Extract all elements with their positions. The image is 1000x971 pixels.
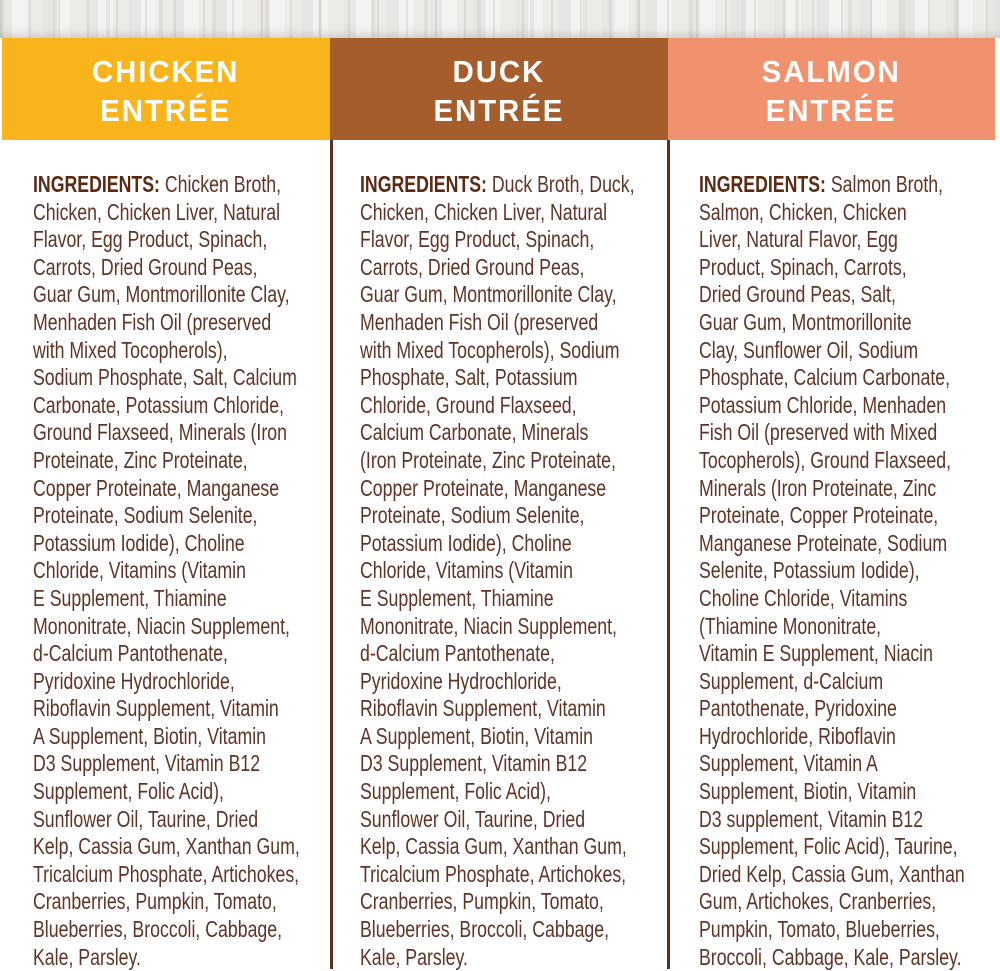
ingredients-line: Choline Chloride, Vitamins <box>699 584 908 611</box>
ingredients-line: with Mixed Tocopherols), <box>33 336 228 363</box>
ingredients-line: Kale, Parsley. <box>360 943 468 970</box>
header-title-chicken <box>92 52 239 130</box>
ingredients-line: Supplement, Vitamin A <box>699 750 878 777</box>
ingredients-line: Kelp, Cassia Gum, Xanthan Gum, <box>33 833 300 860</box>
header-title-duck <box>434 52 565 130</box>
ingredients-line: Potassium Iodide), Choline <box>360 529 572 556</box>
ingredients-line: Flavor, Egg Product, Spinach, <box>360 226 595 253</box>
ingredients-line: Chloride, Vitamins (Vitamin <box>360 557 573 584</box>
ingredients-label: INGREDIENTS: <box>699 171 826 197</box>
ingredients-label: INGREDIENTS: <box>360 171 487 197</box>
ingredients-line: with Mixed Tocopherols), Sodium <box>360 336 620 363</box>
ingredients-line: Sunflower Oil, Taurine, Dried <box>33 805 259 832</box>
header-salmon-entree <box>668 38 995 140</box>
ingredients-line: Blueberries, Broccoli, Cabbage, <box>33 916 283 943</box>
ingredients-line: Mononitrate, Niacin Supplement, <box>33 612 290 639</box>
ingredients-line: (Thiamine Mononitrate, <box>699 612 882 639</box>
ingredients-line: Dried Kelp, Cassia Gum, Xanthan <box>699 860 965 887</box>
header-title-line2: ENTRÉE <box>100 92 232 128</box>
ingredients-salmon <box>699 171 1000 971</box>
ingredients-line: Liver, Natural Flavor, Egg <box>699 226 898 253</box>
ingredients-line: Carrots, Dried Ground Peas, <box>33 253 258 280</box>
ingredients-line: E Supplement, Thiamine <box>360 584 554 611</box>
header-title-line1: CHICKEN <box>92 53 240 89</box>
ingredients-line: Tocopherols), Ground Flaxseed, <box>699 446 952 473</box>
ingredients-lines <box>360 199 668 971</box>
ingredients-line: Riboflavin Supplement, Vitamin <box>33 695 279 722</box>
ingredients-line: Gum, Artichokes, Cranberries, <box>699 888 937 915</box>
ingredients-line: Proteinate, Sodium Selenite, <box>33 502 258 529</box>
ingredients-line: Sodium Phosphate, Salt, Calcium <box>33 364 297 391</box>
ingredients-line: Flavor, Egg Product, Spinach, <box>33 226 268 253</box>
ingredients-line: Dried Ground Peas, Salt, <box>699 281 896 308</box>
ingredients-line: Ground Flaxseed, Minerals (Iron <box>33 419 287 446</box>
ingredients-line: Calcium Carbonate, Minerals <box>360 419 589 446</box>
header-title-line1: SALMON <box>761 53 901 89</box>
ingredients-line: Kelp, Cassia Gum, Xanthan Gum, <box>360 833 627 860</box>
ingredients-line: Pyridoxine Hydrochloride, <box>33 667 235 694</box>
ingredients-line: Potassium Iodide), Choline <box>33 529 245 556</box>
ingredients-line: Kale, Parsley. <box>33 943 141 970</box>
ingredients-line: d-Calcium Pantothenate, <box>360 640 555 667</box>
ingredients-line: Minerals (Iron Proteinate, Zinc <box>699 474 937 501</box>
ingredients-line: Tricalcium Phosphate, Artichokes, <box>33 860 300 887</box>
header-title-line1: DUCK <box>452 53 546 89</box>
ingredients-line: Fish Oil (preserved with Mixed <box>699 419 938 446</box>
ingredients-line: Potassium Chloride, Menhaden <box>699 391 947 418</box>
ingredients-line: Proteinate, Zinc Proteinate, <box>33 446 248 473</box>
ingredients-line: Sunflower Oil, Taurine, Dried <box>360 805 586 832</box>
ingredients-line: D3 supplement, Vitamin B12 <box>699 805 924 832</box>
ingredients-line: (Iron Proteinate, Zinc Proteinate, <box>360 446 616 473</box>
ingredients-line: Clay, Sunflower Oil, Sodium <box>699 336 919 363</box>
ingredients-line: Guar Gum, Montmorillonite Clay, <box>360 281 617 308</box>
ingredients-line: Mononitrate, Niacin Supplement, <box>360 612 617 639</box>
header-title-line2: ENTRÉE <box>433 92 565 128</box>
ingredients-line: D3 Supplement, Vitamin B12 <box>33 750 261 777</box>
ingredients-line: Copper Proteinate, Manganese <box>33 474 280 501</box>
ingredients-line: Manganese Proteinate, Sodium <box>699 529 948 556</box>
ingredients-line: Pantothenate, Pyridoxine <box>699 695 897 722</box>
ingredients-line <box>33 171 341 199</box>
ingredients-line: Chicken, Chicken Liver, Natural <box>33 198 281 225</box>
ingredients-line: Chloride, Ground Flaxseed, <box>360 391 577 418</box>
ingredients-line: Blueberries, Broccoli, Cabbage, <box>360 916 610 943</box>
ingredients-line: Broccoli, Cabbage, Kale, Parsley. <box>699 943 962 970</box>
ingredients-first-line-text: Duck Broth, Duck, <box>491 171 635 197</box>
ingredients-line: Phosphate, Calcium Carbonate, <box>699 364 951 391</box>
ingredients-line: Carbonate, Potassium Chloride, <box>33 391 285 418</box>
header-title-line2: ENTRÉE <box>766 92 897 128</box>
ingredients-line: Proteinate, Copper Proteinate, <box>699 502 939 529</box>
header-title-salmon <box>762 52 901 130</box>
ingredients-line: A Supplement, Biotin, Vitamin <box>360 722 593 749</box>
ingredients-line: Guar Gum, Montmorillonite <box>699 308 912 335</box>
ingredients-line: Supplement, Biotin, Vitamin <box>699 778 917 805</box>
ingredients-first-line-text: Chicken Broth, <box>164 171 282 197</box>
ingredients-duck <box>360 171 668 971</box>
ingredients-first-line-text: Salmon Broth, <box>830 171 944 197</box>
ingredients-lines <box>33 199 341 971</box>
ingredients-line: D3 Supplement, Vitamin B12 <box>360 750 588 777</box>
ingredients-line: Supplement, Folic Acid), <box>360 778 551 805</box>
ingredients-line: Chloride, Vitamins (Vitamin <box>33 557 246 584</box>
ingredients-label: INGREDIENTS: <box>33 171 160 197</box>
ingredients-line: Cranberries, Pumpkin, Tomato, <box>33 888 277 915</box>
ingredients-line: Hydrochloride, Riboflavin <box>699 722 896 749</box>
ingredients-chicken <box>33 171 341 971</box>
ingredients-line: Chicken, Chicken Liver, Natural <box>360 198 608 225</box>
ingredients-line: Phosphate, Salt, Potassium <box>360 364 578 391</box>
ingredients-line: Guar Gum, Montmorillonite Clay, <box>33 281 290 308</box>
ingredients-line: E Supplement, Thiamine <box>33 584 227 611</box>
header-chicken-entree <box>2 38 330 140</box>
ingredients-line: Menhaden Fish Oil (preserved <box>33 308 272 335</box>
header-duck-entree <box>330 38 668 140</box>
ingredients-line: Riboflavin Supplement, Vitamin <box>360 695 606 722</box>
ingredients-line: d-Calcium Pantothenate, <box>33 640 228 667</box>
ingredients-line: Carrots, Dried Ground Peas, <box>360 253 585 280</box>
ingredients-line <box>360 171 668 199</box>
ingredients-line: Vitamin E Supplement, Niacin <box>699 640 933 667</box>
ingredients-line: Product, Spinach, Carrots, <box>699 253 907 280</box>
ingredients-line: Pyridoxine Hydrochloride, <box>360 667 562 694</box>
wood-background <box>0 0 1000 38</box>
ingredients-line: Tricalcium Phosphate, Artichokes, <box>360 860 627 887</box>
ingredients-lines <box>699 199 1000 971</box>
ingredients-line: Supplement, d-Calcium <box>699 667 884 694</box>
ingredients-line: Pumpkin, Tomato, Blueberries, <box>699 916 940 943</box>
ingredients-line: Supplement, Folic Acid), <box>33 778 224 805</box>
ingredients-line: Salmon, Chicken, Chicken <box>699 198 907 225</box>
ingredients-line: Copper Proteinate, Manganese <box>360 474 607 501</box>
ingredients-line <box>699 171 1000 199</box>
ingredients-line: A Supplement, Biotin, Vitamin <box>33 722 266 749</box>
ingredients-line: Cranberries, Pumpkin, Tomato, <box>360 888 604 915</box>
ingredients-line: Supplement, Folic Acid), Taurine, <box>699 833 958 860</box>
ingredients-line: Proteinate, Sodium Selenite, <box>360 502 585 529</box>
ingredients-line: Menhaden Fish Oil (preserved <box>360 308 599 335</box>
ingredients-line: Selenite, Potassium Iodide), <box>699 557 920 584</box>
